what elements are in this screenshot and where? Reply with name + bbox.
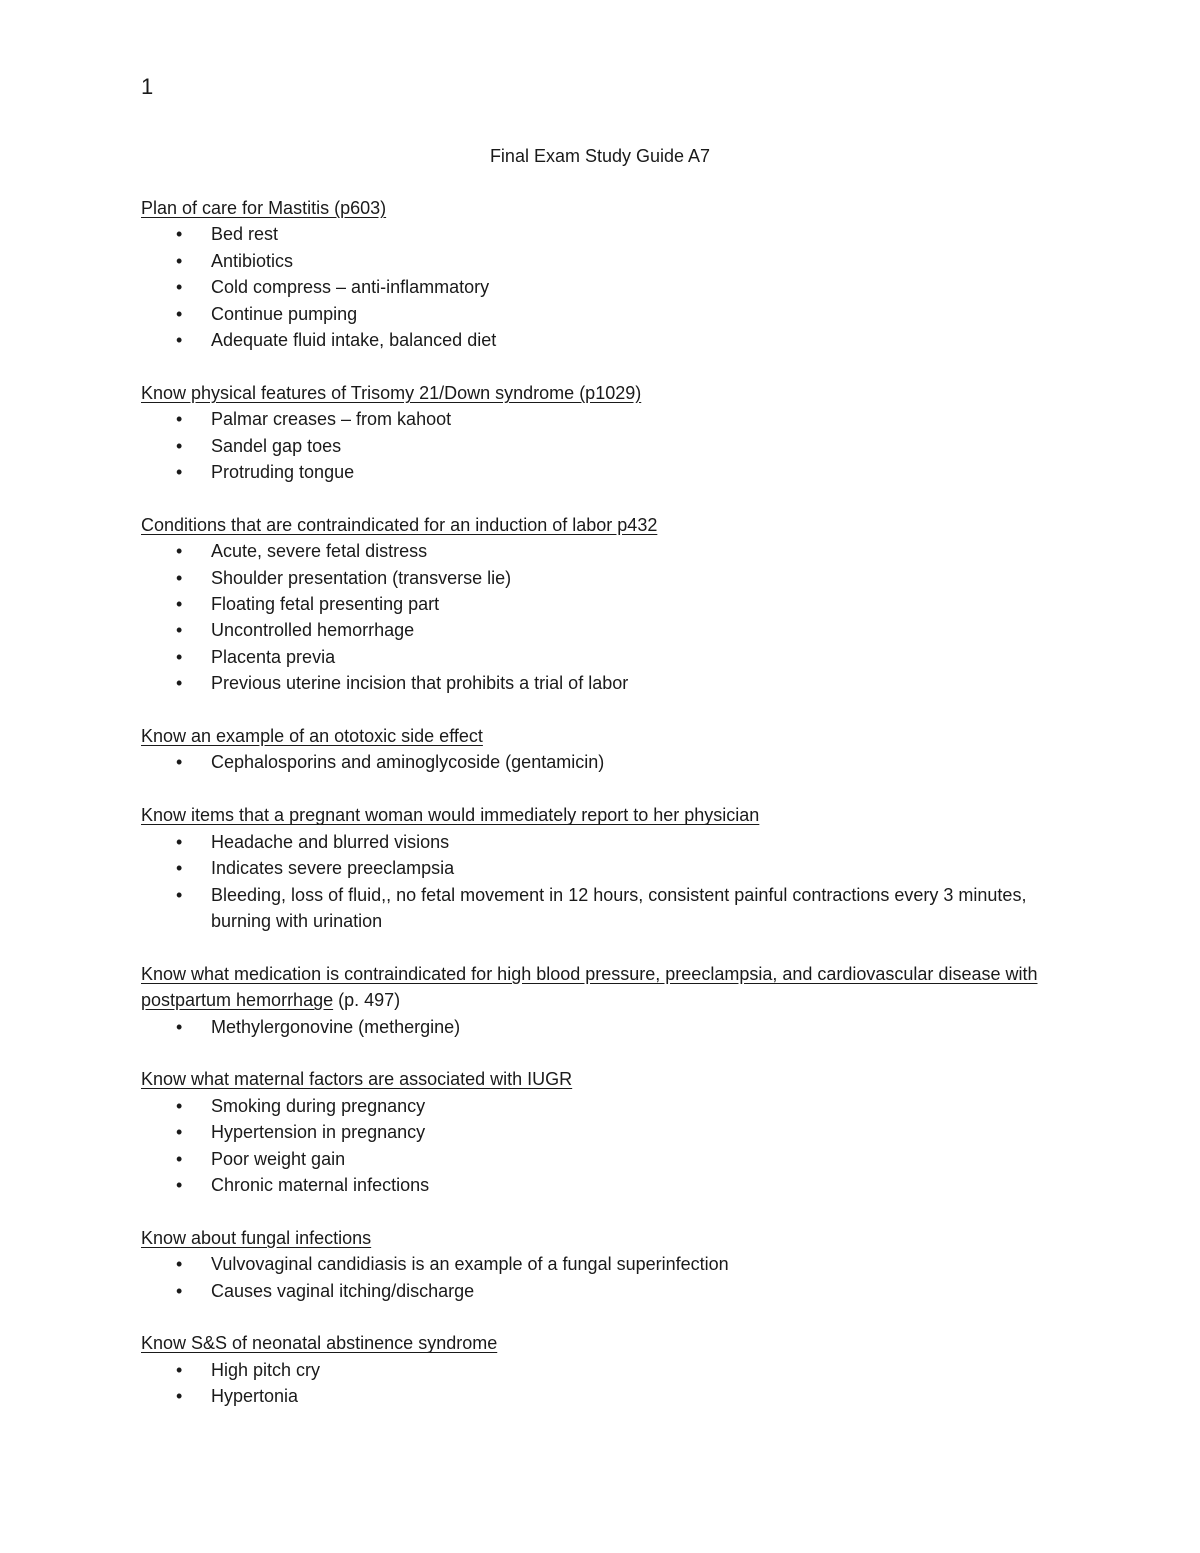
list-item xyxy=(141,1172,1041,1198)
bullet-icon: • xyxy=(176,409,183,430)
bullet-list xyxy=(141,1093,1041,1199)
list-item xyxy=(141,221,1041,247)
section-heading xyxy=(141,512,1041,538)
list-item-text: Uncontrolled hemorrhage xyxy=(211,620,415,641)
bullet-icon: • xyxy=(176,1280,183,1301)
list-item-text: Bed rest xyxy=(211,224,279,245)
list-item-text: Placenta previa xyxy=(211,646,336,667)
list-item-text: Antibiotics xyxy=(211,250,294,271)
list-item-text: Poor weight gain xyxy=(211,1148,346,1169)
list-item xyxy=(141,538,1041,564)
section-heading-text: Know what medication is contraindicated for high blood pressure, preeclampsia, and cardiovascular disease with postpartum hemorrhage xyxy=(141,963,1038,1011)
section xyxy=(141,380,1041,486)
section xyxy=(141,195,1041,353)
section xyxy=(141,723,1041,776)
list-item xyxy=(141,749,1041,775)
list-item-text: High pitch cry xyxy=(211,1359,321,1380)
list-item-text: Protruding tongue xyxy=(211,462,355,483)
list-item-text: Vulvovaginal candidiasis is an example of a fungal superinfection xyxy=(211,1254,729,1275)
bullet-icon: • xyxy=(176,884,183,905)
section-heading-text: Know an example of an ototoxic side effect xyxy=(141,726,483,747)
bullet-list xyxy=(141,829,1041,935)
list-item-text: Continue pumping xyxy=(211,303,358,324)
list-item xyxy=(141,565,1041,591)
list-item-text: Bleeding, loss of fluid,, no fetal movement in 12 hours, consistent painful contractions every 3 minutes, burning with urination xyxy=(211,884,1027,931)
bullet-icon: • xyxy=(176,1148,183,1169)
bullet-icon: • xyxy=(176,567,183,588)
section xyxy=(141,1066,1041,1198)
list-item-text: Cephalosporins and aminoglycoside (gentamicin) xyxy=(211,752,605,773)
bullet-icon: • xyxy=(176,831,183,852)
section-heading-text: Know S&S of neonatal abstinence syndrome xyxy=(141,1333,498,1354)
list-item xyxy=(141,670,1041,696)
bullet-icon: • xyxy=(176,620,183,641)
list-item xyxy=(141,1278,1041,1304)
list-item-text: Sandel gap toes xyxy=(211,435,342,456)
bullet-icon: • xyxy=(176,1016,183,1037)
list-item xyxy=(141,882,1041,935)
list-item xyxy=(141,644,1041,670)
list-item xyxy=(141,1357,1041,1383)
section-heading xyxy=(141,1225,1041,1251)
bullet-list xyxy=(141,538,1041,696)
list-item-text: Indicates severe preeclampsia xyxy=(211,858,455,879)
section-heading-text: Know physical features of Trisomy 21/Down syndrome (p1029) xyxy=(141,382,642,403)
section-heading xyxy=(141,802,1041,828)
list-item-text: Methylergonovine (methergine) xyxy=(211,1016,461,1037)
bullet-icon: • xyxy=(176,1254,183,1275)
list-item-text: Hypertonia xyxy=(211,1386,299,1407)
list-item xyxy=(141,1383,1041,1409)
section-heading xyxy=(141,1330,1041,1356)
bullet-icon: • xyxy=(176,673,183,694)
list-item xyxy=(141,274,1041,300)
list-item-text: Palmar creases – from kahoot xyxy=(211,409,452,430)
section xyxy=(141,1225,1041,1304)
section-heading xyxy=(141,1066,1041,1092)
list-item-text: Acute, severe fetal distress xyxy=(211,541,428,562)
section xyxy=(141,512,1041,697)
bullet-icon: • xyxy=(176,858,183,879)
section-heading-text: Conditions that are contraindicated for an induction of labor p432 xyxy=(141,514,658,535)
section-heading xyxy=(141,380,1041,406)
list-item-text: Smoking during pregnancy xyxy=(211,1095,426,1116)
bullet-list xyxy=(141,221,1041,353)
bullet-icon: • xyxy=(176,1122,183,1143)
list-item-text: Previous uterine incision that prohibits a trial of labor xyxy=(211,673,629,694)
list-item-text: Headache and blurred visions xyxy=(211,831,450,852)
bullet-icon: • xyxy=(176,1095,183,1116)
list-item xyxy=(141,1146,1041,1172)
section xyxy=(141,1330,1041,1409)
section-heading xyxy=(141,961,1041,1014)
bullet-list xyxy=(141,1357,1041,1410)
list-item xyxy=(141,617,1041,643)
bullet-icon: • xyxy=(176,1359,183,1380)
section-heading-text: Know what maternal factors are associated with IUGR xyxy=(141,1069,573,1090)
bullet-list xyxy=(141,1251,1041,1304)
list-item-text: Hypertension in pregnancy xyxy=(211,1122,426,1143)
list-item xyxy=(141,1119,1041,1145)
section-heading-suffix: (p. 497) xyxy=(333,990,401,1011)
list-item xyxy=(141,301,1041,327)
bullet-list xyxy=(141,1014,1041,1040)
list-item-text: Chronic maternal infections xyxy=(211,1174,430,1195)
list-item xyxy=(141,406,1041,432)
section-heading-text: Know about fungal infections xyxy=(141,1227,372,1248)
bullet-icon: • xyxy=(176,277,183,298)
bullet-icon: • xyxy=(176,1174,183,1195)
section-heading xyxy=(141,195,1041,221)
section xyxy=(141,802,1041,934)
list-item xyxy=(141,433,1041,459)
list-item xyxy=(141,327,1041,353)
section-heading xyxy=(141,723,1041,749)
list-item-text: Floating fetal presenting part xyxy=(211,594,440,615)
list-item-text: Cold compress – anti-inflammatory xyxy=(211,277,490,298)
section-heading-text: Plan of care for Mastitis (p603) xyxy=(141,198,387,218)
bullet-icon: • xyxy=(176,541,183,562)
bullet-icon: • xyxy=(176,1386,183,1407)
list-item xyxy=(141,1251,1041,1277)
bullet-icon: • xyxy=(176,303,183,324)
list-item xyxy=(141,248,1041,274)
bullet-list xyxy=(141,406,1041,485)
study-guide-sections xyxy=(141,195,1041,1436)
bullet-icon: • xyxy=(176,250,183,271)
section-heading-text: Know items that a pregnant woman would immediately report to her physician xyxy=(141,805,760,826)
list-item-text: Adequate fluid intake, balanced diet xyxy=(211,330,497,351)
list-item xyxy=(141,591,1041,617)
list-item-text: Shoulder presentation (transverse lie) xyxy=(211,567,512,588)
bullet-icon: • xyxy=(176,752,183,773)
bullet-icon: • xyxy=(176,594,183,615)
bullet-icon: • xyxy=(176,435,183,456)
list-item xyxy=(141,855,1041,881)
bullet-icon: • xyxy=(176,646,183,667)
bullet-icon: • xyxy=(176,330,183,351)
list-item-text: Causes vaginal itching/discharge xyxy=(211,1280,475,1301)
bullet-icon: • xyxy=(176,224,183,245)
list-item xyxy=(141,829,1041,855)
document-title: Final Exam Study Guide A7 xyxy=(489,146,711,166)
list-item xyxy=(141,1093,1041,1119)
list-item xyxy=(141,1014,1041,1040)
page-number: 1 xyxy=(141,74,154,99)
section xyxy=(141,961,1041,1040)
bullet-icon: • xyxy=(176,462,183,483)
list-item xyxy=(141,459,1041,485)
bullet-list xyxy=(141,749,1041,775)
